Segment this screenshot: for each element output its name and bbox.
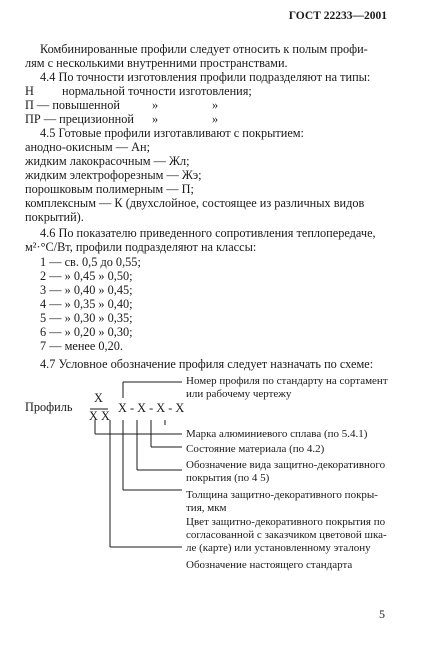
s45-item-6: покрытий). bbox=[25, 210, 84, 224]
s46-class-3: 3 — » 0,40 » 0,45; bbox=[40, 283, 133, 297]
standard-header: ГОСТ 22233—2001 bbox=[288, 10, 387, 22]
para-combined-line1: Комбинированные профили следует относить к полым профи- bbox=[40, 42, 368, 56]
s45-item-5: комплексным — К (двухслойное, состоящее из различных видов bbox=[25, 196, 365, 210]
annotation-standard: Обозначение настоящего стандарта bbox=[186, 559, 353, 571]
annotation-color-3: ле (карте) или установленному эталону bbox=[186, 542, 371, 554]
s46-class-5: 5 — » 0,30 » 0,35; bbox=[40, 311, 133, 325]
annotation-color-1: Цвет защитно-декоративного покрытия по bbox=[186, 516, 386, 528]
annotation-profile-number-2: или рабочему чертежу bbox=[186, 388, 292, 400]
s45-item-2: жидким лакокрасочным — Жл; bbox=[25, 154, 190, 168]
s44-item-ditto-2a: » bbox=[152, 98, 159, 112]
s45-item-4: порошковым полимерным — П; bbox=[25, 182, 194, 196]
annotation-coating-type-2: покрытия (по 4 5) bbox=[186, 472, 270, 484]
section-4-6-title: 4.6 По показателю приведенного сопротивления теплопередаче, bbox=[40, 226, 376, 240]
s44-item-ditto-3b: » bbox=[212, 112, 219, 126]
s46-class-2: 2 — » 0,45 » 0,50; bbox=[40, 269, 133, 283]
s46-class-6: 6 — » 0,20 » 0,30; bbox=[40, 325, 133, 339]
scheme-x-chain: X - X - X - X bbox=[118, 401, 185, 415]
s45-item-3: жидким электрофорезным — Жэ; bbox=[25, 168, 202, 182]
s44-item-ditto-3a: » bbox=[152, 112, 159, 126]
s44-item-code-2: П — повышенной bbox=[25, 98, 120, 112]
s44-item-ditto-2b: » bbox=[212, 98, 219, 112]
s46-class-7: 7 — менее 0,20. bbox=[40, 339, 123, 353]
annotation-profile-number-1: Номер профиля по стандарту на сортамент bbox=[186, 375, 388, 387]
scheme-x-top: X bbox=[94, 391, 103, 405]
annotation-material-state: Состояние материала (по 4.2) bbox=[186, 443, 325, 455]
s44-item-text-1: нормальной точности изготовления; bbox=[62, 84, 252, 98]
annotation-thickness-2: тия, мкм bbox=[186, 502, 227, 514]
page-number: 5 bbox=[379, 607, 385, 621]
annotation-thickness-1: Толщина защитно-декоративного покры- bbox=[186, 489, 378, 501]
section-4-4-title: 4.4 По точности изготовления профили подразделяют на типы: bbox=[40, 70, 371, 84]
s44-item-code-3: ПР — прецизионной bbox=[25, 112, 134, 126]
section-4-7-title: 4.7 Условное обозначение профиля следует назначать по схеме: bbox=[40, 357, 374, 371]
section-4-5-title: 4.5 Готовые профили изготавливают с покрытием: bbox=[40, 126, 304, 140]
scheme-x-bottom: X X bbox=[89, 409, 110, 423]
s46-class-4: 4 — » 0,35 » 0,40; bbox=[40, 297, 133, 311]
annotation-coating-type-1: Обозначение вида защитно-декоративного bbox=[186, 459, 386, 471]
s44-item-code-1: Н bbox=[25, 84, 34, 98]
para-combined-line2: лям с несколькими внутренними пространствами. bbox=[25, 56, 288, 70]
section-4-6-units: м²·°С/Вт, профили подразделяют на классы: bbox=[25, 240, 257, 254]
scheme-profile-label: Профиль bbox=[25, 400, 73, 414]
annotation-color-2: согласованной с заказчиком цветовой шка- bbox=[186, 529, 387, 541]
s46-class-1: 1 — св. 0,5 до 0,55; bbox=[40, 255, 141, 269]
annotation-alloy-grade: Марка алюминиевого сплава (по 5.4.1) bbox=[186, 428, 368, 440]
s45-item-1: анодно-окисным — Ан; bbox=[25, 140, 151, 154]
